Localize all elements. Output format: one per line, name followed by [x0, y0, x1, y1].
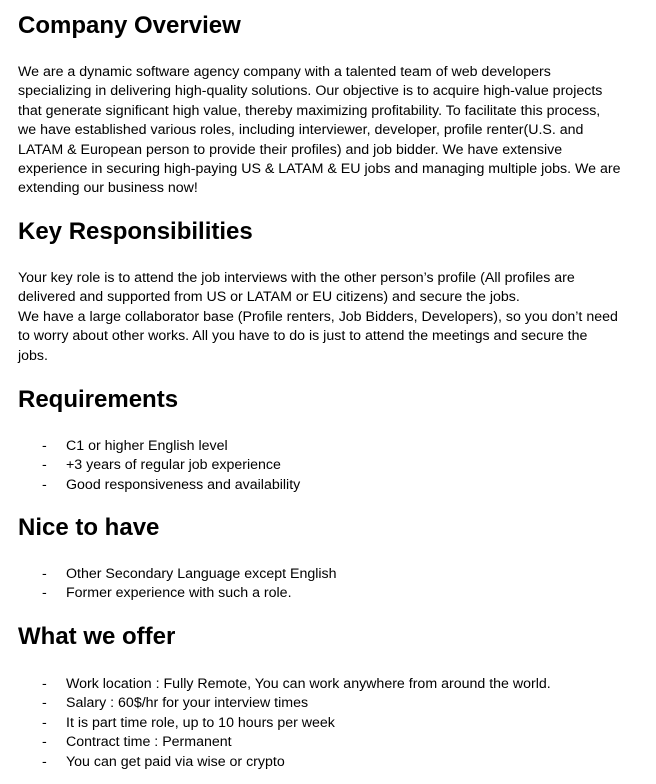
list-item — [18, 584, 644, 603]
list-item — [18, 456, 644, 475]
nice-to-have-list — [18, 565, 644, 604]
requirements-heading: Requirements — [18, 386, 179, 413]
list-item — [18, 437, 644, 456]
nice-to-have-heading: Nice to have — [18, 514, 160, 541]
list-item — [18, 694, 644, 713]
list-item-text: Salary : 60$/hr for your interview times — [66, 695, 309, 712]
bullet-dash: - — [42, 753, 47, 770]
bullet-dash: - — [42, 438, 47, 454]
list-item-text: Contract time : Permanent — [66, 734, 232, 751]
list-item — [18, 714, 644, 733]
list-item-text: Former experience with such a role. — [66, 585, 292, 602]
bullet-dash: - — [42, 676, 47, 692]
company-overview-heading: Company Overview — [18, 12, 241, 39]
list-item — [18, 675, 644, 694]
bullet-dash: - — [42, 566, 47, 582]
bullet-dash: - — [42, 585, 47, 602]
requirements-list — [18, 437, 644, 495]
key-responsibilities-heading: Key Responsibilities — [18, 218, 253, 245]
what-we-offer-heading: What we offer — [18, 623, 176, 650]
list-item-text: Other Secondary Language except English — [66, 566, 337, 582]
company-overview-text: We are a dynamic software agency company with a talented team of web developers specializing in delivering high-quality solutions. Our objective is to acquire high-value projects that generate significant high value, thereby maximizing profitability. To facilitate this process, we have established various roles, including interviewer, developer, profile renter(U.S. and LATAM & European person to provide their profiles) and job bidder. We have extensive experience in securing high-paying US & LATAM & EU jobs and managing multiple jobs. We are extending our business now! — [18, 64, 621, 197]
key-responsibilities-text: Your key role is to attend the job interviews with the other person’s profile (All profiles are delivered and supported from US or LATAM or EU citizens) and secure the jobs. We have a large collaborator base (Profile renters, Job Bidders, Developers), so you don’t need to worry about other works. All you have to do is just to attend the meetings and secure the jobs. — [18, 270, 618, 364]
list-item-text: Good responsiveness and availability — [66, 476, 301, 493]
bullet-dash: - — [42, 476, 47, 493]
bullet-dash: - — [42, 695, 47, 712]
list-item-text: C1 or higher English level — [66, 438, 228, 454]
list-item-text: Work location : Fully Remote, You can work anywhere from around the world. — [66, 676, 551, 692]
bullet-dash: - — [42, 457, 47, 474]
what-we-offer-list — [18, 675, 644, 772]
list-item-text: You can get paid via wise or crypto — [66, 753, 285, 770]
list-item — [18, 733, 644, 752]
list-item — [18, 565, 644, 584]
list-item-text: +3 years of regular job experience — [66, 457, 281, 474]
bullet-dash: - — [42, 734, 47, 751]
list-item — [18, 476, 644, 495]
bullet-dash: - — [42, 714, 47, 731]
list-item-text: It is part time role, up to 10 hours per week — [66, 714, 335, 731]
list-item — [18, 753, 644, 772]
